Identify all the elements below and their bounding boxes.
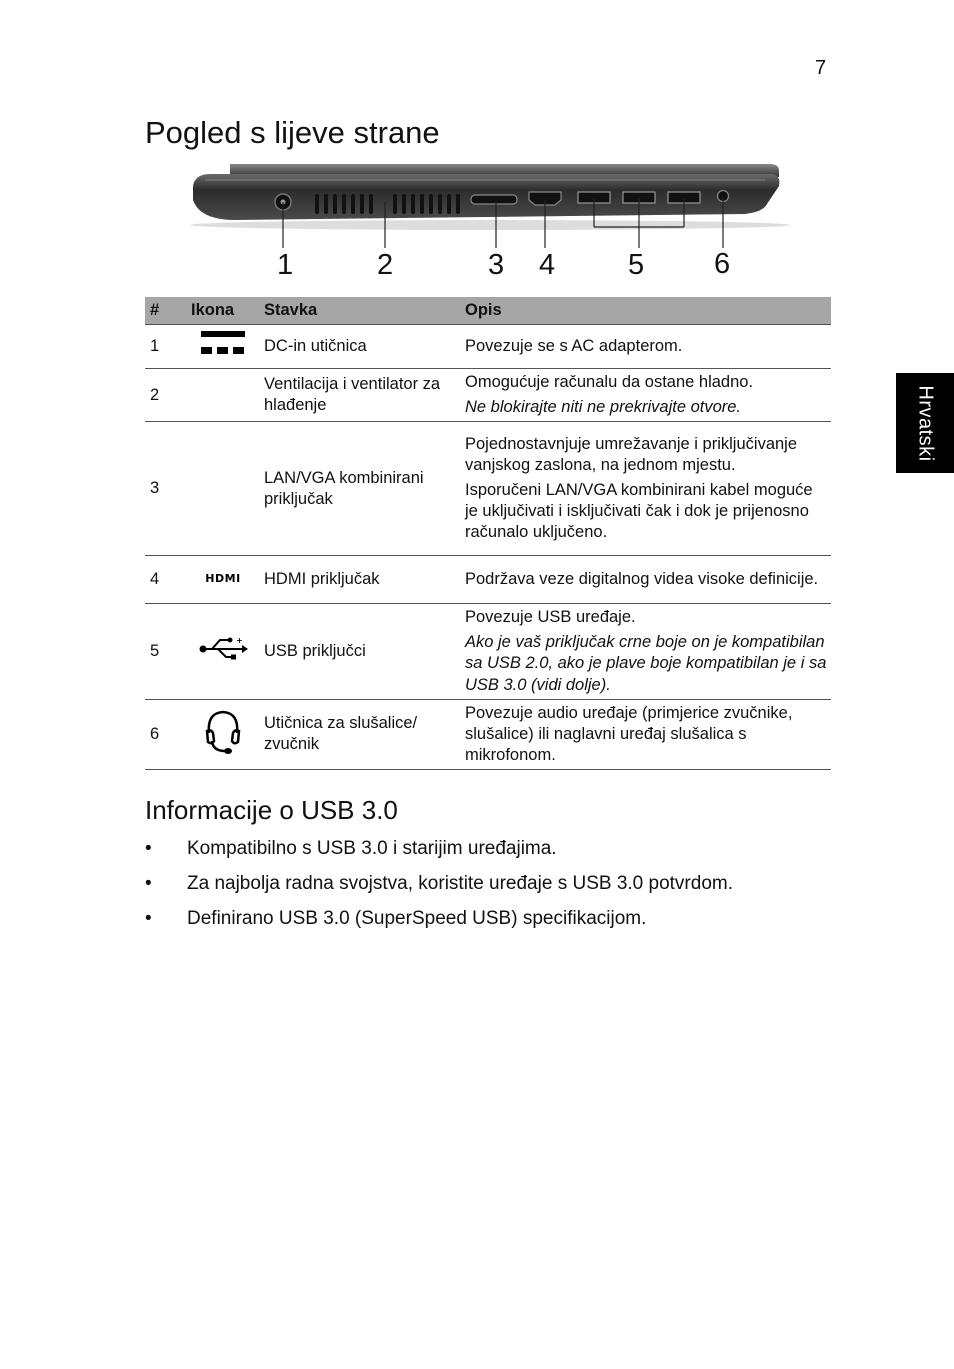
row-item: USB priključci <box>259 604 460 699</box>
table-row <box>145 604 831 699</box>
description-text: Povezuje USB uređaje. <box>465 608 636 627</box>
row-description <box>460 369 831 422</box>
description-note: Ako je vaš priključak crne boje on je kompatibilan sa USB 2.0, ako je plave boje kompatibilan je i sa USB 3.0 (vidi dolje). <box>465 633 827 694</box>
table-header-row <box>145 297 831 325</box>
svg-text:HDMI: HDMI <box>205 572 241 585</box>
row-number: 3 <box>145 422 186 556</box>
row-number: 2 <box>145 369 186 422</box>
dc-in-icon <box>186 325 259 369</box>
ports-table <box>145 297 831 770</box>
callout-2: 2 <box>377 249 394 281</box>
description-text: Povezuje se s AC adapterom. <box>465 336 683 355</box>
page-number: 7 <box>815 57 827 79</box>
row-number: 1 <box>145 325 186 369</box>
row-number: 6 <box>145 699 186 769</box>
hdmi-icon <box>186 556 259 604</box>
row-description <box>460 604 831 699</box>
row-description <box>460 699 831 769</box>
description-text: Isporučeni LAN/VGA kombinirani kabel moguće je uključivati i isključivati čak i dok je prijenosno računalo uključeno. <box>465 481 813 542</box>
language-tab-label: Hrvatski <box>914 384 937 462</box>
bullet-text: Za najbolja radna svojstva, koristite uređaje s USB 3.0 potvrdom. <box>187 873 733 894</box>
row-icon-empty <box>186 422 259 556</box>
row-icon-empty <box>186 369 259 422</box>
list-item <box>145 873 845 908</box>
row-description <box>460 422 831 556</box>
bullet-text: Definirano USB 3.0 (SuperSpeed USB) specifikacijom. <box>187 908 647 929</box>
table-row <box>145 422 831 556</box>
callout-3: 3 <box>488 249 505 281</box>
description-note: Ne blokirajte niti ne prekrivajte otvore. <box>465 398 742 417</box>
row-number: 4 <box>145 556 186 604</box>
callout-6: 6 <box>714 248 731 280</box>
table-row <box>145 556 831 604</box>
row-number: 5 <box>145 604 186 699</box>
bullet-glyph: • <box>145 873 152 894</box>
callout-5: 5 <box>628 249 645 281</box>
row-item: Utičnica za slušalice/ zvučnik <box>259 699 460 769</box>
header-icon: Ikona <box>186 297 259 325</box>
usb-icon <box>186 604 259 699</box>
row-item: Ventilacija i ventilator za hlađenje <box>259 369 460 422</box>
description-text: Omogućuje računalu da ostane hladno. <box>465 373 754 391</box>
header-number: # <box>145 297 186 325</box>
row-item: HDMI priključak <box>259 556 460 604</box>
usb-bullet-list <box>145 838 845 943</box>
bullet-glyph: • <box>145 838 152 859</box>
bullet-text: Kompatibilno s USB 3.0 i starijim uređajima. <box>187 838 557 859</box>
header-description: Opis <box>460 297 831 325</box>
usb-section-title: Informacije o USB 3.0 <box>145 795 398 825</box>
table-row <box>145 325 831 369</box>
bullet-glyph: • <box>145 908 152 929</box>
language-tab <box>896 373 954 473</box>
callout-1: 1 <box>277 249 294 281</box>
description-text: Pojednostavnjuje umrežavanje i priključivanje vanjskog zaslona, na jednom mjestu. <box>465 434 798 475</box>
list-item <box>145 908 845 943</box>
description-text: Povezuje audio uređaje (primjerice zvučnike, slušalice) ili naglavni uređaj slušalica s mikrofonom. <box>465 703 793 764</box>
headset-icon <box>186 699 259 769</box>
header-item: Stavka <box>259 297 460 325</box>
description-text: Podržava veze digitalnog videa visoke definicije. <box>465 570 819 589</box>
row-item: DC-in utičnica <box>259 325 460 369</box>
table-row <box>145 699 831 769</box>
page-title: Pogled s lijeve strane <box>145 115 440 150</box>
row-description <box>460 556 831 604</box>
table-row <box>145 369 831 422</box>
row-description <box>460 325 831 369</box>
svg-text:+: + <box>236 636 243 646</box>
callout-4: 4 <box>539 249 556 281</box>
list-item <box>145 838 845 873</box>
row-item: LAN/VGA kombinirani priključak <box>259 422 460 556</box>
